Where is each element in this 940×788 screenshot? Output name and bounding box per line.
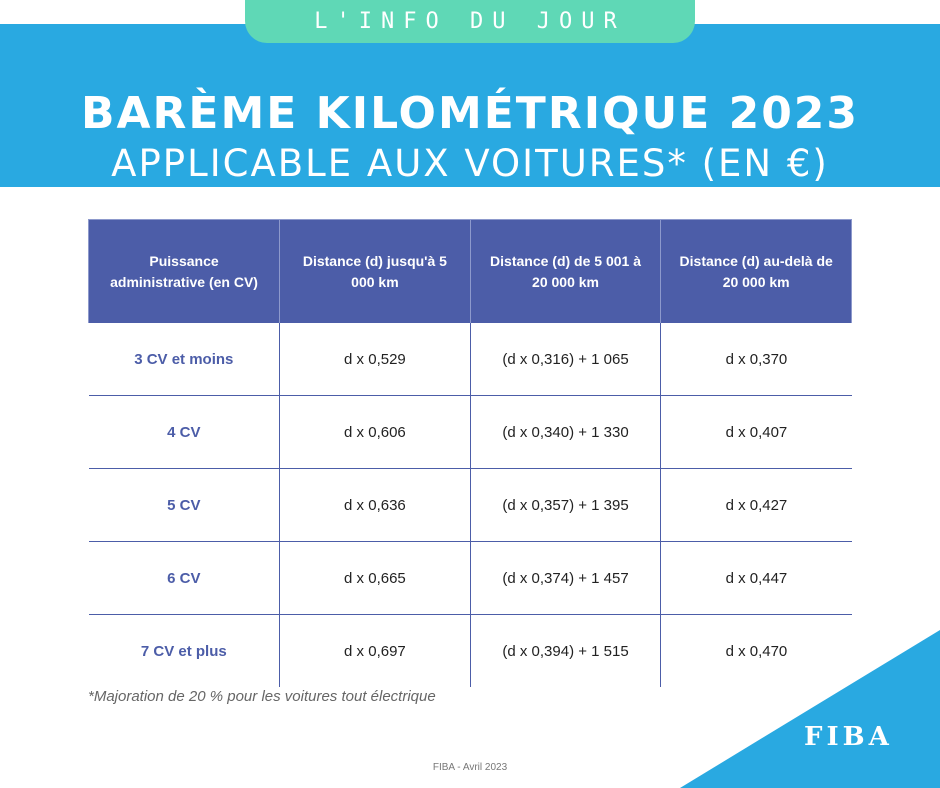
row-label: 6 CV: [89, 542, 280, 615]
title-banner: [0, 24, 940, 187]
column-header: Distance (d) de 5 001 à 20 000 km: [470, 220, 661, 324]
table-cell: d x 0,370: [661, 323, 852, 396]
column-header: Puissance administrative (en CV): [89, 220, 280, 324]
row-label: 4 CV: [89, 396, 280, 469]
table-row: [89, 396, 852, 469]
bareme-table: [88, 219, 852, 687]
table-row: [89, 469, 852, 542]
table-cell: d x 0,407: [661, 396, 852, 469]
table-cell: d x 0,427: [661, 469, 852, 542]
footnote: *Majoration de 20 % pour les voitures tout électrique: [88, 688, 436, 705]
row-label: 3 CV et moins: [89, 323, 280, 396]
table-cell: d x 0,529: [280, 323, 471, 396]
footer-credit: FIBA - Avril 2023: [432, 762, 508, 773]
column-header: Distance (d) jusqu'à 5 000 km: [280, 220, 471, 324]
table-cell: (d x 0,316) + 1 065: [470, 323, 661, 396]
page-subtitle: APPLICABLE AUX VOITURES* (EN €): [111, 142, 829, 185]
page-title: BARÈME KILOMÉTRIQUE 2023: [80, 88, 860, 139]
table-row: [89, 615, 852, 688]
table-cell: d x 0,606: [280, 396, 471, 469]
table-cell: d x 0,470: [725, 642, 788, 660]
table-cell: (d x 0,394) + 1 515: [470, 615, 661, 688]
column-header: Distance (d) au-delà de 20 000 km: [661, 220, 852, 324]
table-cell: (d x 0,374) + 1 457: [470, 542, 661, 615]
table-cell: (d x 0,357) + 1 395: [470, 469, 661, 542]
table-cell: d x 0,697: [280, 615, 471, 688]
fiba-logo: FIBA: [804, 722, 893, 752]
table-row: [89, 542, 852, 615]
table-row: [89, 323, 852, 396]
table-header-row: [89, 220, 852, 324]
table-cell: (d x 0,340) + 1 330: [470, 396, 661, 469]
table-cell: d x 0,665: [280, 542, 471, 615]
info-tag: L'INFO DU JOUR: [245, 0, 695, 43]
row-label: 5 CV: [89, 469, 280, 542]
table-cell: d x 0,636: [280, 469, 471, 542]
row-label: 7 CV et plus: [89, 615, 280, 688]
table-cell: d x 0,447: [661, 542, 852, 615]
